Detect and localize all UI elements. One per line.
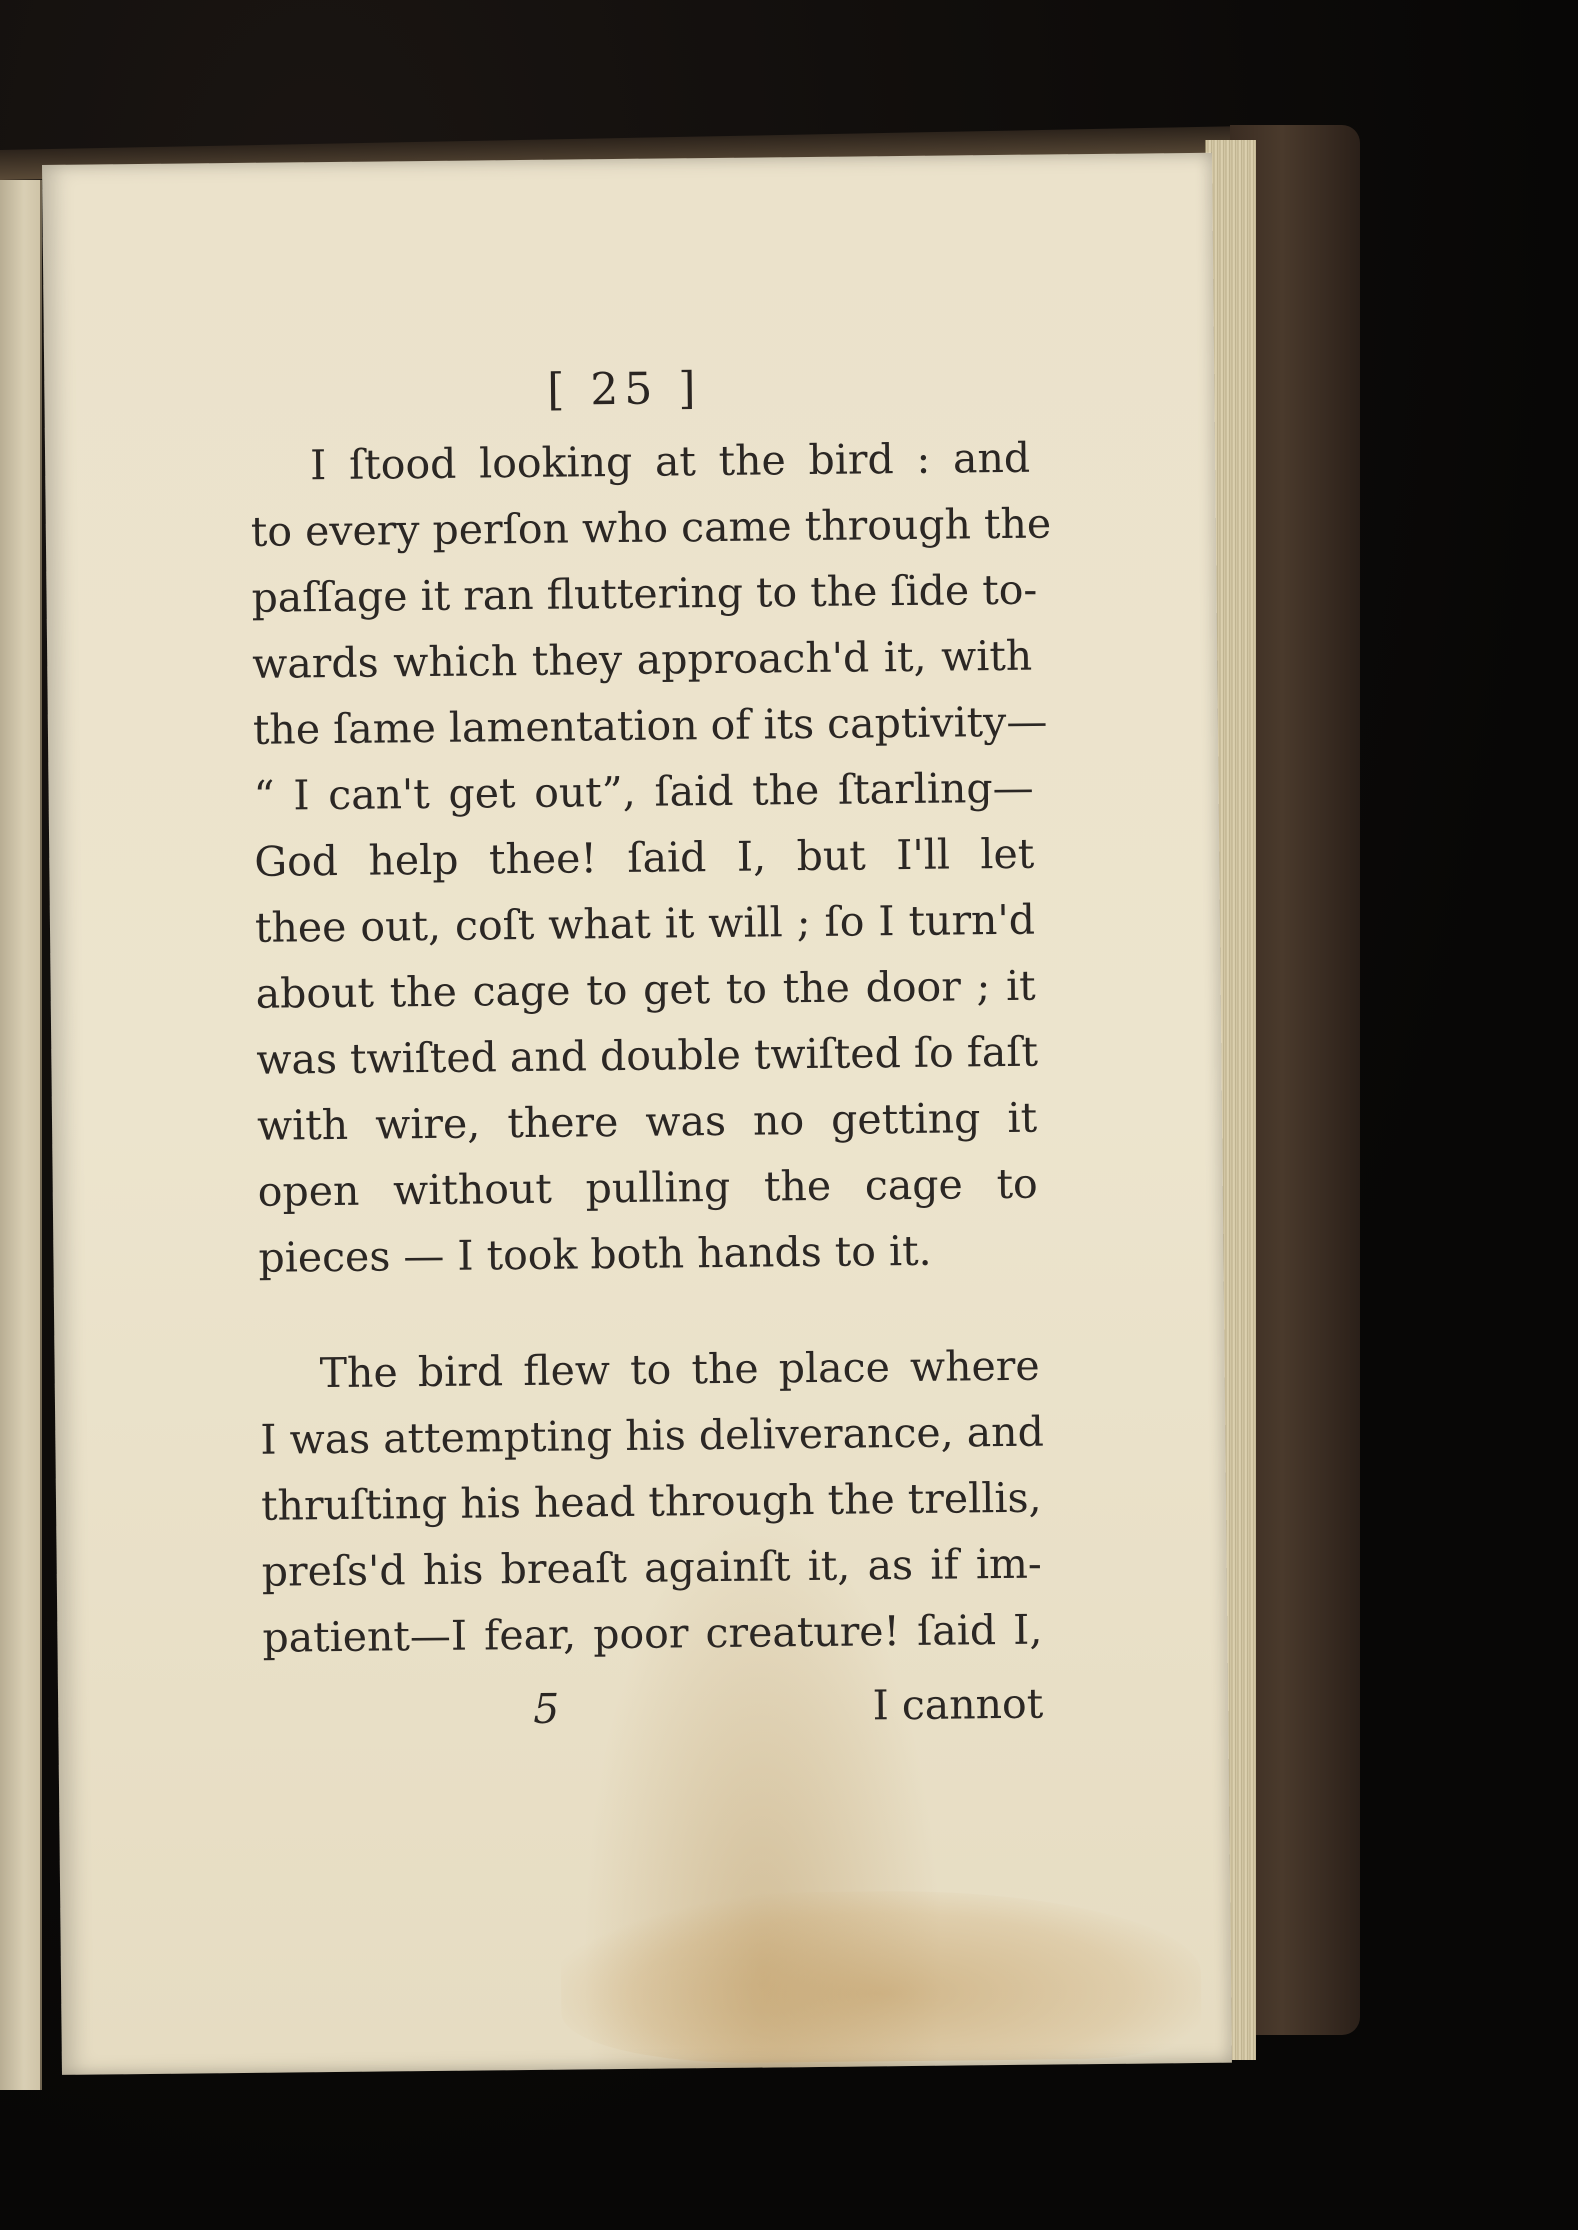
paragraph-2 bbox=[259, 1333, 1045, 1671]
text-line: “ I can't get out”, ſaid the ſtarling— bbox=[253, 763, 1034, 820]
text-line: open without pulling the cage to bbox=[257, 1159, 1038, 1216]
text-line: I was attempting his deliverance, and bbox=[260, 1407, 1045, 1464]
text-line: thruſting his head through the trellis, bbox=[260, 1473, 1042, 1530]
page-footer bbox=[263, 1680, 1044, 1748]
text-line: preſs'd his breaſt againſt it, as if im- bbox=[261, 1539, 1042, 1596]
paragraph-gap bbox=[259, 1283, 1039, 1341]
text-line: paſſage it ran fluttering to the ſide to- bbox=[251, 565, 1038, 622]
text-line: the ſame lamentation of its captivity— bbox=[252, 697, 1048, 754]
text-line: wards which they approach'd it, with bbox=[251, 631, 1033, 688]
water-stain bbox=[560, 1888, 1202, 2065]
text-line: pieces — I took both hands to it. bbox=[258, 1226, 932, 1282]
text-line: patient—I fear, poor creature! ſaid I, bbox=[262, 1605, 1043, 1662]
text-line: to every perſon who came through the bbox=[250, 499, 1052, 556]
body-text bbox=[250, 425, 1052, 1671]
text-line: with wire, there was no getting it bbox=[256, 1093, 1038, 1150]
text-line: thee out, coſt what it will ; ſo I turn'd bbox=[254, 895, 1036, 952]
facing-page-edge bbox=[0, 180, 42, 2090]
text-line: The bird flew to the place where bbox=[319, 1341, 1040, 1398]
paragraph-1 bbox=[250, 425, 1052, 1291]
signature-mark: 5 bbox=[532, 1684, 560, 1733]
book-page bbox=[42, 153, 1232, 2075]
text-line: about the cage to get to the door ; it bbox=[255, 961, 1036, 1018]
catchword: I cannot bbox=[872, 1679, 1044, 1730]
text-line: was twiſted and double twiſted ſo faſt bbox=[256, 1027, 1039, 1084]
page-number: [ 25 ] bbox=[546, 363, 702, 416]
text-line: God help thee! ſaid I, but I'll let bbox=[254, 829, 1035, 886]
text-line: I ſtood looking at the bird : and bbox=[309, 433, 1031, 490]
